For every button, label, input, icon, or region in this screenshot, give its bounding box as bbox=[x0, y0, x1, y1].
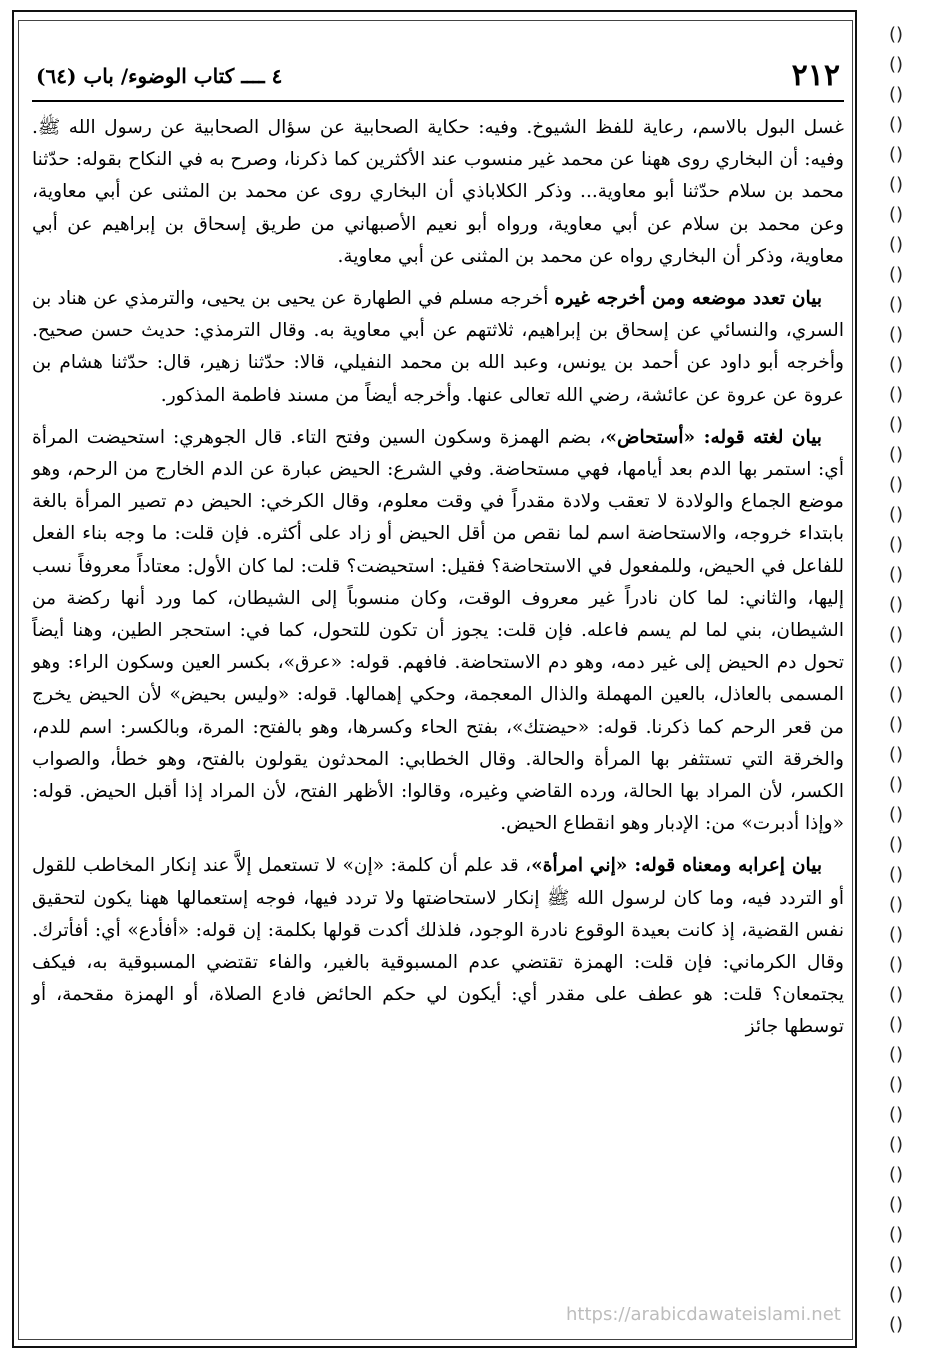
paragraph bbox=[32, 283, 844, 412]
margin-ornament: () bbox=[888, 294, 904, 315]
margin-ornament: () bbox=[888, 834, 904, 855]
margin-ornament: () bbox=[888, 504, 904, 525]
paragraph-lead: بيان إعرابه ومعناه قوله: «إني امرأة» bbox=[531, 855, 822, 877]
margin-ornament: () bbox=[888, 144, 904, 165]
margin-ornament: () bbox=[888, 444, 904, 465]
page-number: ٢١٢ bbox=[791, 58, 840, 93]
paragraph-lead: بيان تعدد موضعه ومن أخرجه غيره bbox=[554, 288, 822, 310]
running-title: ٤ ــــ كتاب الوضوء/ باب (٦٤) bbox=[36, 64, 283, 88]
margin-ornament: () bbox=[888, 414, 904, 435]
margin-ornament: () bbox=[888, 264, 904, 285]
margin-ornament: () bbox=[888, 924, 904, 945]
margin-ornament: () bbox=[888, 174, 904, 195]
paragraph-text: ، بضم الهمزة وسكون السين وفتح التاء. قال الجوهري: استحيضت المرأة أي: استمر بها الدم بعد أيامها، فهي مستحاضة. وفي الشرع: الحيض عبارة عن الدم الخارج من الرحم، وهو موضع الجماع والولادة لا تعقب ولادة مقدراً في وقت معلوم، وقال الكرخي: الحيض دم تصير المرأة بالغة بابتداء خروجه، والاستحاضة اسم لما نقص من أقل الحيض أو زاد على أكثره. فإن قلت: ما وجه بناء الفعل للفاعل في الحيض، وللمفعول في الاستحاضة؟ فقيل: استحيضت؟ قلت: لما كان الأول: معتاداً معروفاً نسب إليها، والثاني: لما كان نادراً غير معروف الوقت، وكان منسوباً إلى الشيطان، كما ورد أنها ركضة من الشيطان، بني لما لم يسم فاعله. فإن قلت: يجوز أن تكون للتحول، كما في: استحجر الطين، وهنا أيضاً تحول دم الحيض إلى غير دمه، وهو دم الاستحاضة. فافهم. قوله: «عرق»، بكسر العين وسكون الراء: وهو المسمى بالعاذل، بالعين المهملة والذال المعجمة، وحكي إهمالها. قوله: «وليس بحيض» لأن الحيض يخرج من قعر الرحم كما ذكرنا. قوله: «حيضتك»، بفتح الحاء وكسرها، وهو بالفتح: المرة، وبالكسر: اسم للدم، والخرقة التي تستثفر بها المرأة والحالة. وقال الخطابي: المحدثون يقولون بالفتح، وهو خطأ، والصواب الكسر، لأن المراد بها الحالة، ورده القاضي وغيره، وقالوا: الأظهر الفتح، لأن المراد إذا أقبل الحيض. قوله: «وإذا أدبرت» من: الإدبار وهو انقطاع الحيض. bbox=[32, 426, 844, 835]
margin-ornament: () bbox=[888, 1104, 904, 1125]
margin-ornament: () bbox=[888, 1194, 904, 1215]
body-text bbox=[32, 112, 844, 1054]
margin-ornament: () bbox=[888, 474, 904, 495]
margin-ornament: () bbox=[888, 984, 904, 1005]
margin-ornament: () bbox=[888, 234, 904, 255]
margin-ornament: () bbox=[888, 894, 904, 915]
margin-ornament: () bbox=[888, 534, 904, 555]
margin-ornament: () bbox=[888, 1134, 904, 1155]
margin-ornament: () bbox=[888, 954, 904, 975]
margin-ornament: () bbox=[888, 324, 904, 345]
paragraph bbox=[32, 422, 844, 841]
paragraph-lead: بيان لغته قوله: «أستحاض» bbox=[605, 426, 822, 448]
margin-ornament: () bbox=[888, 624, 904, 645]
page-header bbox=[32, 56, 844, 102]
margin-ornament: () bbox=[888, 1224, 904, 1245]
margin-ornament: () bbox=[888, 1044, 904, 1065]
paragraph-text: ، قد علم أن كلمة: «إن» لا تستعمل إلاَّ عند إنكار المخاطب للقول أو التردد فيه، وما كان لرسول الله ﷺ إنكار لاستحاضتها ولا تردد فيها، فوجه إستعمالها ههنا يكون لتحقيق نفس القضية، إذ كانت بعيدة الوقوع نادرة الوجود، فلذلك أكدت قولها بكلمة: إن قوله: «أفأدع» أي: أفأترك. وقال الكرماني: فإن قلت: الهمزة تقتضي عدم المسبوقية بالغير، والفاء تقتضي المسبوقية به، فيكف يجتمعان؟ قلت: هو عطف على مقدر أي: أيكون لي حكم الحائض فادع الصلاة، أو الهمزة مقحمة، أو توسطها جائز bbox=[32, 855, 844, 1038]
paragraph bbox=[32, 112, 844, 273]
decorative-margin-border bbox=[864, 20, 928, 1340]
margin-ornament: () bbox=[888, 1014, 904, 1035]
margin-ornament: () bbox=[888, 1314, 904, 1335]
margin-ornament: () bbox=[888, 1284, 904, 1305]
margin-ornament: () bbox=[888, 1254, 904, 1275]
margin-ornament: () bbox=[888, 384, 904, 405]
margin-ornament: () bbox=[888, 54, 904, 75]
margin-ornament: () bbox=[888, 714, 904, 735]
margin-ornament: () bbox=[888, 1074, 904, 1095]
watermark-url[interactable]: https://arabicdawateislami.net bbox=[566, 1304, 841, 1325]
margin-ornament: () bbox=[888, 684, 904, 705]
margin-ornament: () bbox=[888, 804, 904, 825]
paragraph bbox=[32, 850, 844, 1043]
margin-ornament: () bbox=[888, 564, 904, 585]
margin-ornament: () bbox=[888, 24, 904, 45]
margin-ornament: () bbox=[888, 204, 904, 225]
margin-ornament: () bbox=[888, 864, 904, 885]
margin-ornament: () bbox=[888, 744, 904, 765]
margin-ornament: () bbox=[888, 1164, 904, 1185]
margin-ornament: () bbox=[888, 594, 904, 615]
paragraph-text: أخرجه مسلم في الطهارة عن يحيى بن يحيى، والترمذي عن هناد بن السري، والنسائي عن إسحاق بن إبراهيم، ثلاثتهم عن أبي معاوية به. وقال الترمذي: حديث حسن صحيح. وأخرجه أبو داود عن أحمد بن يونس، وعبد الله بن محمد النفيلي، قالا: حدّثنا زهير، قال: حدّثنا هشام بن عروة عن عروة عن عائشة، رضي الله تعالى عنها. وأخرجه أيضاً من مسند فاطمة المذكور. bbox=[32, 288, 844, 406]
margin-ornament: () bbox=[888, 654, 904, 675]
margin-ornament: () bbox=[888, 354, 904, 375]
margin-ornament: () bbox=[888, 84, 904, 105]
margin-ornament: () bbox=[888, 774, 904, 795]
margin-ornament: () bbox=[888, 114, 904, 135]
paragraph-text: غسل البول بالاسم، رعاية للفظ الشيوخ. وفيه: حكاية الصحابية عن سؤال الصحابية عن رسول الله ﷺ. وفيه: أن البخاري روى ههنا عن محمد غير منسوب عند الأكثرين كما ذكرنا، وصرح به في النكاح بقوله: حدّثنا محمد بن سلام حدّثنا أبو معاوية... وذكر الكلاباذي أن البخاري روى عن محمد بن المثنى عن أبي معاوية، وعن محمد بن سلام عن أبي معاوية، ورواه أبو نعيم الأصبهاني من طريق إسحاق بن إبراهيم عن أبي معاوية، وذكر أن البخاري رواه عن محمد بن المثنى عن أبي معاوية. bbox=[32, 117, 844, 267]
